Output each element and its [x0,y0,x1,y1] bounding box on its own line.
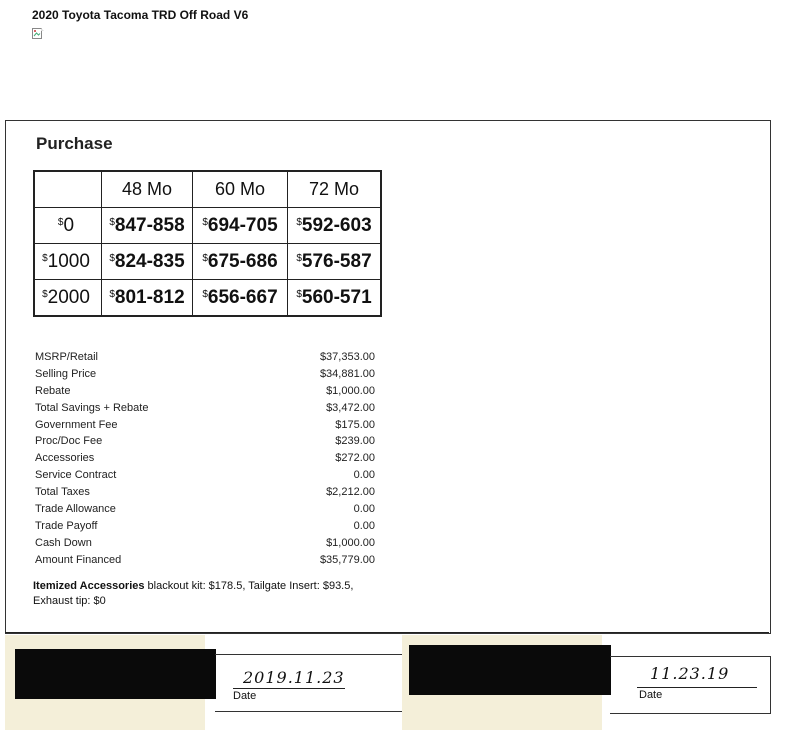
summary-value: $37,353.00 [319,351,375,363]
summary-label: Proc/Doc Fee [35,435,103,448]
payment-row [34,280,381,317]
summary-row [35,552,375,569]
handwritten-date-right: 11.23.19 [650,664,730,683]
summary-row [35,417,375,434]
summary-label: Trade Allowance [35,503,116,516]
summary-value: 0.00 [353,469,375,482]
term-header-60: 60 Mo [193,171,288,208]
summary-label: Government Fee [35,418,118,431]
payment-cell: $694-705 [193,208,288,244]
term-header-48: 48 Mo [102,171,193,208]
summary-label: MSRP/Retail [35,351,98,363]
summary-label: Selling Price [35,367,97,380]
summary-label: Total Taxes [35,486,90,499]
summary-label: Cash Down [35,536,92,549]
term-header-72: 72 Mo [288,171,382,208]
summary-value: 0.00 [353,519,375,532]
summary-row [35,484,375,501]
summary-row [35,467,375,484]
payment-row [34,244,381,280]
summary-row [35,501,375,518]
summary-value: 0.00 [353,503,375,516]
summary-label: Service Contract [35,469,117,482]
itemized-label: Itemized Accessories [33,580,145,592]
summary-label: Accessories [35,452,95,465]
summary-value: $34,881.00 [319,367,375,380]
redaction-right [409,645,611,695]
payment-cell: $560-571 [288,280,382,317]
summary-row [35,535,375,552]
summary-row [35,349,375,366]
payment-table-header [34,171,381,208]
document-title: 2020 Toyota Tacoma TRD Off Road V6 [32,8,249,22]
summary-row [35,400,375,417]
price-summary [35,349,375,569]
payment-cell: $847-858 [102,208,193,244]
purchase-heading: Purchase [36,134,113,153]
payment-cell: $675-686 [193,244,288,280]
payment-cell: $824-835 [102,244,193,280]
summary-value: $35,779.00 [319,553,375,566]
payment-table [33,170,382,317]
summary-value: $1,000.00 [326,536,375,549]
summary-value: $175.00 [335,418,375,431]
summary-row [35,450,375,467]
summary-row [35,433,375,450]
summary-row [35,366,375,383]
broken-image-icon [32,28,44,39]
itemized-text: blackout kit: $178.5, Tailgate Insert: $93.5, Exhaust tip: $0 [33,580,354,607]
down-payment-cell: $0 [34,208,102,244]
signature-area [5,632,769,732]
date-label-left: Date [233,690,257,702]
summary-row [35,383,375,400]
payment-cell: $656-667 [193,280,288,317]
handwritten-date-left: 2019.11.23 [243,668,345,687]
date-label-right: Date [639,689,663,701]
date-line-left [233,688,345,689]
summary-value: $3,472.00 [326,401,375,414]
itemized-accessories [33,579,373,609]
signature-divider [5,632,769,633]
payment-cell: $801-812 [102,280,193,317]
summary-value: $1,000.00 [326,384,375,397]
date-line-right [637,687,757,688]
summary-label: Total Savings + Rebate [35,401,149,414]
summary-value: $272.00 [335,452,375,465]
summary-value: $239.00 [335,435,375,448]
summary-value: $2,212.00 [326,486,375,499]
down-payment-cell: $1000 [34,244,102,280]
empty-header-cell [34,171,102,208]
down-payment-cell: $2000 [34,280,102,317]
payment-row [34,208,381,244]
payment-cell: $592-603 [288,208,382,244]
summary-label: Amount Financed [35,553,122,566]
summary-label: Trade Payoff [35,519,98,532]
summary-row [35,518,375,535]
redaction-left [15,649,216,699]
payment-cell: $576-587 [288,244,382,280]
summary-label: Rebate [35,384,71,397]
